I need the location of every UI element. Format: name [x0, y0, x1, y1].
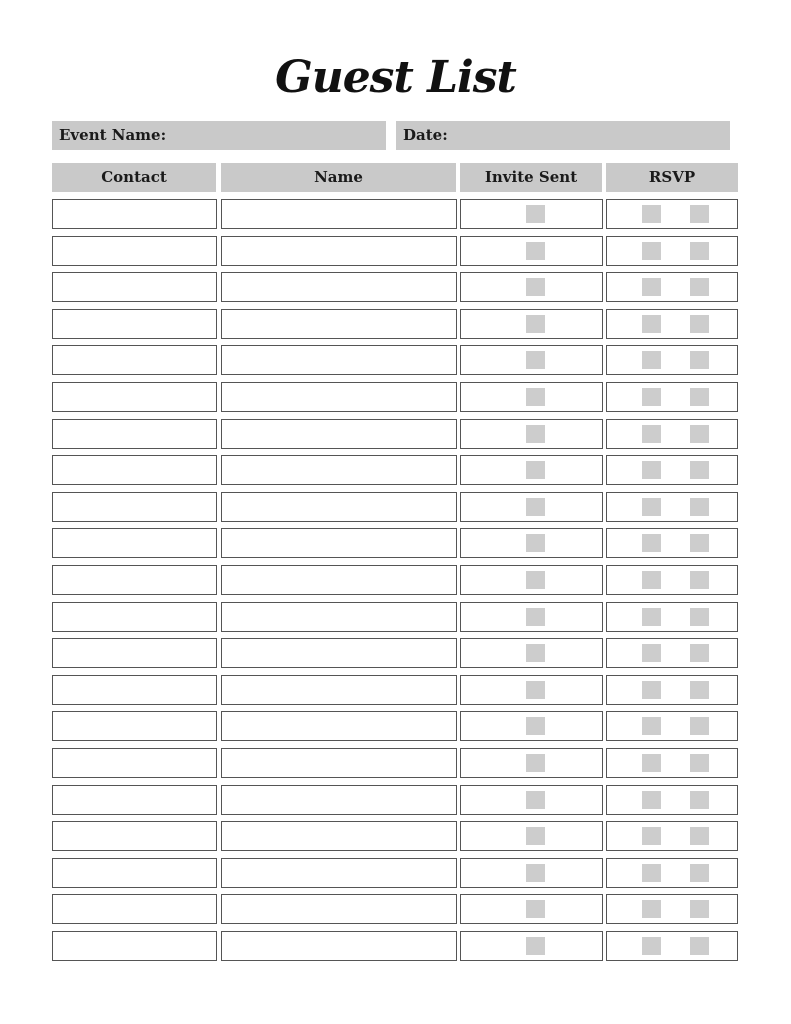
name-cell[interactable]: [221, 236, 457, 266]
invite-sent-checkbox[interactable]: [526, 205, 545, 223]
rsvp-yes-checkbox[interactable]: [642, 608, 661, 626]
invite-sent-checkbox[interactable]: [526, 608, 545, 626]
page-title: Guest List: [275, 52, 516, 103]
rsvp-no-checkbox[interactable]: [690, 498, 709, 516]
rsvp-yes-checkbox[interactable]: [642, 754, 661, 772]
contact-cell[interactable]: [52, 638, 217, 668]
rsvp-no-checkbox[interactable]: [690, 461, 709, 479]
invite-sent-checkbox[interactable]: [526, 864, 545, 882]
rsvp-yes-checkbox[interactable]: [642, 205, 661, 223]
rsvp-cell[interactable]: [606, 602, 738, 632]
column-header-invite-sent: Invite Sent: [460, 163, 602, 192]
invite-sent-checkbox[interactable]: [526, 278, 545, 296]
contact-cell[interactable]: [52, 492, 217, 522]
contact-cell[interactable]: [52, 455, 217, 485]
name-cell[interactable]: [221, 602, 457, 632]
rsvp-cell[interactable]: [606, 638, 738, 668]
rsvp-cell[interactable]: [606, 675, 738, 705]
contact-cell[interactable]: [52, 711, 217, 741]
invite-sent-checkbox[interactable]: [526, 791, 545, 809]
contact-cell[interactable]: [52, 528, 217, 558]
rsvp-cell[interactable]: [606, 236, 738, 266]
rsvp-yes-checkbox[interactable]: [642, 900, 661, 918]
rsvp-no-checkbox[interactable]: [690, 864, 709, 882]
rsvp-cell[interactable]: [606, 382, 738, 412]
invite-sent-checkbox[interactable]: [526, 717, 545, 735]
date-field[interactable]: [396, 121, 730, 150]
rsvp-cell[interactable]: [606, 711, 738, 741]
name-cell[interactable]: [221, 565, 457, 595]
name-cell[interactable]: [221, 638, 457, 668]
name-cell[interactable]: [221, 675, 457, 705]
rsvp-cell[interactable]: [606, 931, 738, 961]
contact-cell[interactable]: [52, 931, 217, 961]
invite-sent-checkbox[interactable]: [526, 900, 545, 918]
rsvp-yes-checkbox[interactable]: [642, 461, 661, 479]
invite-sent-checkbox[interactable]: [526, 242, 545, 260]
name-cell[interactable]: [221, 821, 457, 851]
invite-sent-checkbox[interactable]: [526, 681, 545, 699]
rsvp-yes-checkbox[interactable]: [642, 717, 661, 735]
rsvp-no-checkbox[interactable]: [690, 242, 709, 260]
invite-sent-checkbox[interactable]: [526, 827, 545, 845]
contact-cell[interactable]: [52, 345, 217, 375]
rsvp-cell[interactable]: [606, 785, 738, 815]
rsvp-no-checkbox[interactable]: [690, 425, 709, 443]
rsvp-no-checkbox[interactable]: [690, 388, 709, 406]
rsvp-cell[interactable]: [606, 528, 738, 558]
rsvp-yes-checkbox[interactable]: [642, 864, 661, 882]
rsvp-yes-checkbox[interactable]: [642, 351, 661, 369]
contact-cell[interactable]: [52, 894, 217, 924]
rsvp-no-checkbox[interactable]: [690, 205, 709, 223]
contact-cell[interactable]: [52, 419, 217, 449]
contact-cell[interactable]: [52, 858, 217, 888]
rsvp-cell[interactable]: [606, 455, 738, 485]
contact-cell[interactable]: [52, 748, 217, 778]
rsvp-yes-checkbox[interactable]: [642, 242, 661, 260]
contact-cell[interactable]: [52, 382, 217, 412]
rsvp-no-checkbox[interactable]: [690, 534, 709, 552]
rsvp-no-checkbox[interactable]: [690, 791, 709, 809]
contact-cell[interactable]: [52, 272, 217, 302]
name-cell[interactable]: [221, 931, 457, 961]
rsvp-cell[interactable]: [606, 565, 738, 595]
rsvp-no-checkbox[interactable]: [690, 278, 709, 296]
name-cell[interactable]: [221, 711, 457, 741]
rsvp-cell[interactable]: [606, 492, 738, 522]
column-header-contact: Contact: [52, 163, 216, 192]
rsvp-yes-checkbox[interactable]: [642, 644, 661, 662]
invite-sent-checkbox[interactable]: [526, 754, 545, 772]
rsvp-no-checkbox[interactable]: [690, 827, 709, 845]
rsvp-no-checkbox[interactable]: [690, 315, 709, 333]
invite-sent-checkbox[interactable]: [526, 461, 545, 479]
name-cell[interactable]: [221, 455, 457, 485]
rsvp-yes-checkbox[interactable]: [642, 937, 661, 955]
rsvp-cell[interactable]: [606, 309, 738, 339]
invite-sent-checkbox[interactable]: [526, 351, 545, 369]
contact-cell[interactable]: [52, 565, 217, 595]
contact-cell[interactable]: [52, 602, 217, 632]
invite-sent-checkbox[interactable]: [526, 425, 545, 443]
name-cell[interactable]: [221, 419, 457, 449]
invite-sent-checkbox[interactable]: [526, 315, 545, 333]
rsvp-no-checkbox[interactable]: [690, 608, 709, 626]
name-cell[interactable]: [221, 382, 457, 412]
rsvp-no-checkbox[interactable]: [690, 937, 709, 955]
rsvp-cell[interactable]: [606, 345, 738, 375]
name-cell[interactable]: [221, 272, 457, 302]
rsvp-yes-checkbox[interactable]: [642, 388, 661, 406]
contact-cell[interactable]: [52, 785, 217, 815]
name-cell[interactable]: [221, 894, 457, 924]
invite-sent-checkbox[interactable]: [526, 388, 545, 406]
name-cell[interactable]: [221, 492, 457, 522]
invite-sent-checkbox[interactable]: [526, 571, 545, 589]
contact-cell[interactable]: [52, 199, 217, 229]
event-name-field[interactable]: [52, 121, 386, 150]
rsvp-no-checkbox[interactable]: [690, 900, 709, 918]
rsvp-cell[interactable]: [606, 858, 738, 888]
rsvp-cell[interactable]: [606, 272, 738, 302]
rsvp-yes-checkbox[interactable]: [642, 791, 661, 809]
name-cell[interactable]: [221, 785, 457, 815]
rsvp-yes-checkbox[interactable]: [642, 425, 661, 443]
rsvp-yes-checkbox[interactable]: [642, 827, 661, 845]
rsvp-yes-checkbox[interactable]: [642, 278, 661, 296]
rsvp-cell[interactable]: [606, 821, 738, 851]
invite-sent-checkbox[interactable]: [526, 644, 545, 662]
rsvp-cell[interactable]: [606, 894, 738, 924]
rsvp-cell[interactable]: [606, 748, 738, 778]
name-cell[interactable]: [221, 199, 457, 229]
invite-sent-checkbox[interactable]: [526, 498, 545, 516]
column-header-name: Name: [221, 163, 456, 192]
rsvp-cell[interactable]: [606, 419, 738, 449]
invite-sent-checkbox[interactable]: [526, 937, 545, 955]
name-cell[interactable]: [221, 345, 457, 375]
event-name-label: Event Name:: [59, 126, 167, 144]
contact-cell[interactable]: [52, 821, 217, 851]
rsvp-yes-checkbox[interactable]: [642, 681, 661, 699]
contact-cell[interactable]: [52, 236, 217, 266]
rsvp-yes-checkbox[interactable]: [642, 315, 661, 333]
rsvp-cell[interactable]: [606, 199, 738, 229]
invite-sent-checkbox[interactable]: [526, 534, 545, 552]
name-cell[interactable]: [221, 309, 457, 339]
rsvp-no-checkbox[interactable]: [690, 351, 709, 369]
contact-cell[interactable]: [52, 675, 217, 705]
date-label: Date:: [403, 126, 448, 144]
rsvp-yes-checkbox[interactable]: [642, 534, 661, 552]
name-cell[interactable]: [221, 528, 457, 558]
rsvp-yes-checkbox[interactable]: [642, 571, 661, 589]
rsvp-no-checkbox[interactable]: [690, 754, 709, 772]
column-header-rsvp: RSVP: [606, 163, 738, 192]
name-cell[interactable]: [221, 748, 457, 778]
rsvp-no-checkbox[interactable]: [690, 644, 709, 662]
contact-cell[interactable]: [52, 309, 217, 339]
rsvp-no-checkbox[interactable]: [690, 571, 709, 589]
rsvp-no-checkbox[interactable]: [690, 681, 709, 699]
rsvp-no-checkbox[interactable]: [690, 717, 709, 735]
rsvp-yes-checkbox[interactable]: [642, 498, 661, 516]
name-cell[interactable]: [221, 858, 457, 888]
